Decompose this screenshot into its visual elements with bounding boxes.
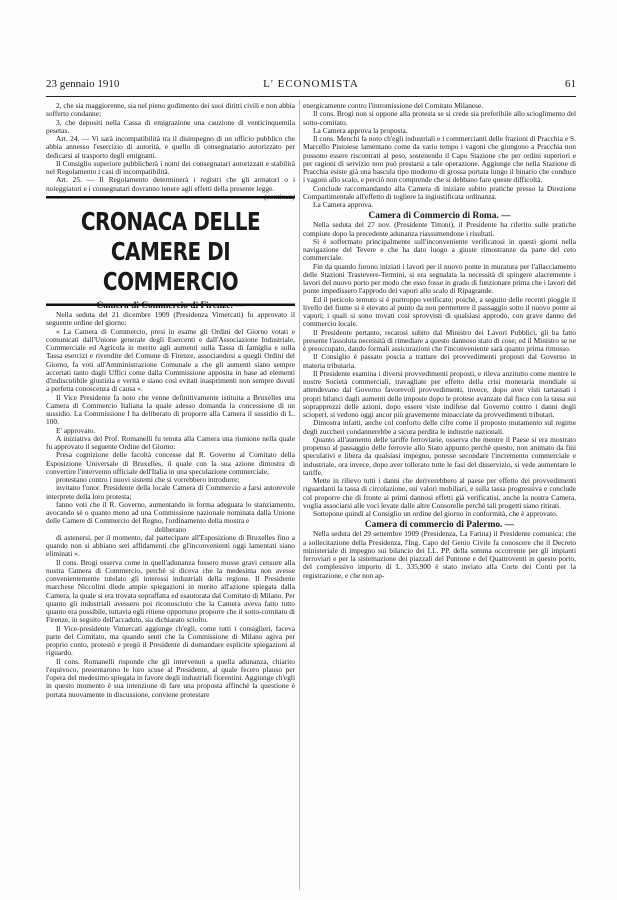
body-paragraph: Il Vice Presidente fa noto che venne definitivamente istituita a Bruxelles una Camera di Commercio Italiana la quale adesso domanda la concessione di un sussidio. La Commissione I ha deliberato di proporre alla Camera il sussidio di L. 100. [46,392,295,427]
body-paragraph: Il Presidente esamina i diversi provvedimenti proposti, e rileva anzitutto come mentre le nostre Società commerciali, travagliate per effetto della crisi monetaria mondiale si attendevano dal Governo favorevoli provvedimenti, invece, dopo aver visti tartassati i propri bilanci dagli aumenti delle imposte dopo le protese avanzate dal fisco con la tassa sui soprapprezzi delle azioni, dopo essere viste indifese dal Governo contro i danni degli scioperi, si vedono oggi ancor più gravemente minacciate da provvedimenti tributari. [303,368,576,419]
continua-note: (continua) [264,191,295,201]
body-paragraph: energicamente contro l'intromissione del Comitato Milanese. [303,102,484,110]
body-paragraph: Conclude raccomandando alla Camera di iniziare subito pratiche presso la Direzione Compartimentale all'effetto di togliere la ingiustificata ordinanza. [303,183,576,201]
body-paragraph: Nella seduta del 21 dicembre 1909 (Presidenza Vimercati) fu approvato il seguente ordine del giorno: [46,310,295,328]
body-paragraph: La Camera approva. [313,200,374,209]
body-paragraph: Dimostra infatti, anche col conforto delle cifre come il proposto mutamento sul regime degli zuccheri condannerebbe a sicura perdita le industrie nazionali. [303,418,576,436]
body-paragraph: Il cons. Romanelli risponde che gli intervenuti a quella adunanza, chiarito l'equivoco, presentarono le loro scuse al Presidente, al quale fecero plauso per l'opera del medesimo spiegata in favore degli industriali fiorentini. Aggiunge ch'egli in questo momento è sua intenzione di fare una proposta affinchè la questione è portata nuovamente in discussione, conviene protestare [46,656,295,699]
body-paragraph: E' approvato. [56,425,96,435]
intro-paragraph: Il Consiglio superiore pubblicherà i nomi dei consegnatari autorizzati e stabilirà nel Regolamento i casi di incompatibilità. [46,158,295,176]
body-paragraph: Si è soffermato principalmente sull'inconveniente verificatosi in questi giorni nella navigazione del Tevere e che ha dato luogo a giuste rimostranze da parte del ceto commerciale. [303,236,576,263]
body-paragraph: Il Presidente pertanto, recatosi subito dal Ministro dei Lavori Pubblici, gli ha fatto presente l'assoluta necessità di rimediare a questo dannoso stato di cose; ed il Ministro se ne è preoccupato, dando formali assicurazioni che l'inconveniente sarà quanto prima rimosso. [303,327,576,353]
body-paragraph: Fin da quando furono iniziati i lavori per il nuovo ponte in muratura per l'allacciamento delle Stazioni Trastevere-Termini, si era segnalata la necessità di spingere alacremente i lavori del nuovo porto per modo che esso fosse in grado di funzionare prima che i lavori del ponte impedissero l'approdo dei vapori allo scalo di Ripagrande. [303,261,576,296]
right-column [303,102,576,892]
page-header [46,78,576,92]
body-paragraph: protestano contro i nuovi sistemi che si vorrebbero introdurre; [56,475,240,484]
header-journal-title: L' ECONOMISTA [263,78,359,90]
section-banner: CRONACA DELLE CAMERE DI COMMERCIO [46,196,295,306]
body-paragraph: Presa cognizione delle facoltà concesse dal R. Governo al Comitato della Esposizione Universale di Bruxelles, il quale con la sua azione dimostra di convertire l'intervento ufficiale dell'Italia in una speculazione commerciale, [46,450,295,476]
body-paragraph: Sottopone quindi al Consiglio un ordine del giorno in conformità, che è approvato. [313,509,558,518]
body-paragraph: Il cons. Menchi fa noto ch'egli industriali e i commercianti delle frazioni di Pracchia e S. Marcello Pistoiese lamentano come da vario tempo i vagoni che giungono a Pracchia non possono essere riscontrati al peso, sostenendo il Capo Stazione che per ordini superiori e per ragioni di servizio non può prestarsi a tale operazione. Aggiunge che nella Stazione di Pracchia esiste già una bascula tipo moderno di grossa portata lungo il binario che conduce i vagoni allo scalo, e perciò non comprende che si debbano fare queste difficoltà. [303,134,576,185]
body-paragraph: Il cons. Brogi non si oppone alla protesta se si crede sia preferibile allo scioglimento del sotto-comitato. [303,109,576,127]
firenze-heading: Camera di Commercio di Firenze. — [96,301,245,311]
palermo-heading: Camera di commercio di Palermo. — [364,520,515,531]
roma-heading: Camera di Commercio di Roma. — [368,211,511,222]
header-rule [46,96,576,97]
body-paragraph: Nella seduta del 29 settembre 1909 (Presidenza, La Farina) il Presidente comunica: che a sollecitazione della Presidenza, l'Ing. Capo del Genio Civile fa conoscere che il Decreto ministeriale di impegno sui bilancio dei LL. PP. della somma occorrente per gli impianti ferroviari e per la sistemazione dei piazzali del Puntone e del Quattroventi in questo porto, del complessivo importo di L. 335,900 è stato inviato alla Corte dei Conti per la registrazione, e che non ap- [303,529,576,580]
intro-paragraph: Art. 25. — Il Regolamento determinerà i registri che gli armatori o i noleggiatori e i consegnatari dovranno tenere agli effetti della presente legge. [46,175,295,193]
body-paragraph: Il Vice-presidente Vimercati aggiunge ch'egli, come tutti i consiglieri, faceva parte del Comitato, ma quando sentì che la Commissione di Milano agiva per proprio conto, protestò e pregò il Presidente di domandare esplicite spiegazioni al riguardo. [46,623,295,658]
body-paragraph: Il cons. Brogi osserva come in quell'adunanza fossero mosse gravi censure alla nostra Camera di Commercio, perchè si diceva che la medesima non avesse convenientemente tutelato gli interessi industriali della regione. Il Presidente marchese Niccolini diede ampie spiegazioni in merito all'azione spiegata dalla Camera, la quale si era trovata sopraffatta ed esautorata dal Comitato di Milano. Per quanto gli industriali avessero poi riconosciuto che la Camera aveva fatto tutto quanto era possibile, tuttavia egli ritiene opportuno proporre che il sotto-comitato di Firenze, in seguito dell'accaduto, sia dichiarato sciolto. [46,557,295,625]
body-paragraph: fanno voti che il R. Governo, aumentando in forma adeguata lo stanziamento, avocando sè o quanto meno ad una Commissione nazionale nominata dalla Unione delle Camere di Commercio del Regno, l'ordinamento della mostra e [46,499,295,526]
body-paragraph: deliberano [154,524,187,534]
body-paragraph: Ed il pericolo temuto si è purtroppo verificato; poichè, a seguito delle recenti pioggie il livello del fiume si è elevato al punto da non permettere il passaggio sotto il nuovo ponte ai vapori; i quali si sono trovati così sprovvisti di qualsiasi approdo, con grave danno del commercio locale. [303,294,576,329]
intro-paragraph: 3, che depositi nella Cassa di emigrazione una cauzione di venticinquemila pesetas. [46,117,295,135]
body-paragraph: Il Consiglio è passato poscia a trattare dei provvedimenti proposti dal Governo in materia tributaria. [303,352,576,370]
body-paragraph: invitano l'onor. Presidente della locale Camera di Commercio a farsi autorevole interprete della loro protesta; [46,483,295,501]
body-paragraph: A iniziativa del Prof. Romanelli fu tenuta alla Camera una riunione nella quale fu approvato il seguente Ordine del Giorno: [46,433,295,451]
body-paragraph: Quanto all'aumento delle tariffe ferroviarie, osserva che mentre il Paese si era mostrato propenso al passaggio delle ferrovie allo Stato appunto perchè questo, non animato da fini speculativi e libera da qualsiasi impegno, potesse secondare l'incremento commerciale e industriale, ora invece, dopo aver tollerato tutte le fasi del disservizio, si vede aumentare le tariffe. [303,434,576,477]
body-paragraph: Nella seduta del 27 nov. (Presidente Tittoni), il Presidente ha riferito sulle pratiche compiute dopo la precedente adunanza riassumendone i risultati. [303,220,576,238]
intro-paragraph: 2, che sia maggiorenne, sia nel pieno godimento dei suoi diritti civili e non abbia sofferto condanne; [46,102,295,119]
intro-paragraph: Art. 24. — Vi sarà incompatibilità tra il disimpegno di un ufficio pubblico che abbia annesso l'esercizio di autorità, e quello di consegnatario autorizzato per dedicarsi al trasporto degli emigranti. [46,134,295,160]
body-paragraph: di astenersi, per il momento, dal partecipare all'Esposizione di Bruxelles fino a quando non si abbiano seri affidamenti che gl'inconvenienti oggi lamentati siano eliminati ». [46,532,295,559]
body-paragraph: « La Camera di Commercio, presi in esame gli Ordini del Giorno votati e comunicati dall'Unione generale degli Esercenti e dall'Associazione Industriale, Commerciale ed Agricola in merito agli aumenti sulla Tassa di famiglia e sulla Tassa esercizi e rivendite del Comune di Firenze, associandosi a quegli Ordini del Giorno, fa voti all'Amministrazione Comunale a che gli aumenti siano sempre accertati tanto dagli Uffici come dalla Commissione apposita in base ad elementi d'indiscutibile giustizia e verità e siano così evitati inasprimenti non sempre dovuti a perfetta conoscenza di causa ». [46,326,295,394]
body-paragraph: Mette in rilievo tutti i danni che deriverebbero al paese per effetto dei provvedimenti riguardanti la tassa di circolazione, sui valori mobiliari, e sulla tassa progressiva e conclude col proporre che di fronte ai primi dannosi effetti già verificatisi, anche la nostra Camera, voglia associarsi alle voci levate dalle altre Consorelle perchè tali progetti siano ritirati. [303,476,576,510]
header-date: 23 gennaio 1910 [46,78,120,90]
body-paragraph: La Camera approva la proposta. [313,125,408,135]
left-column [46,102,295,892]
column-divider [299,100,300,890]
header-page-number: 61 [565,78,576,90]
